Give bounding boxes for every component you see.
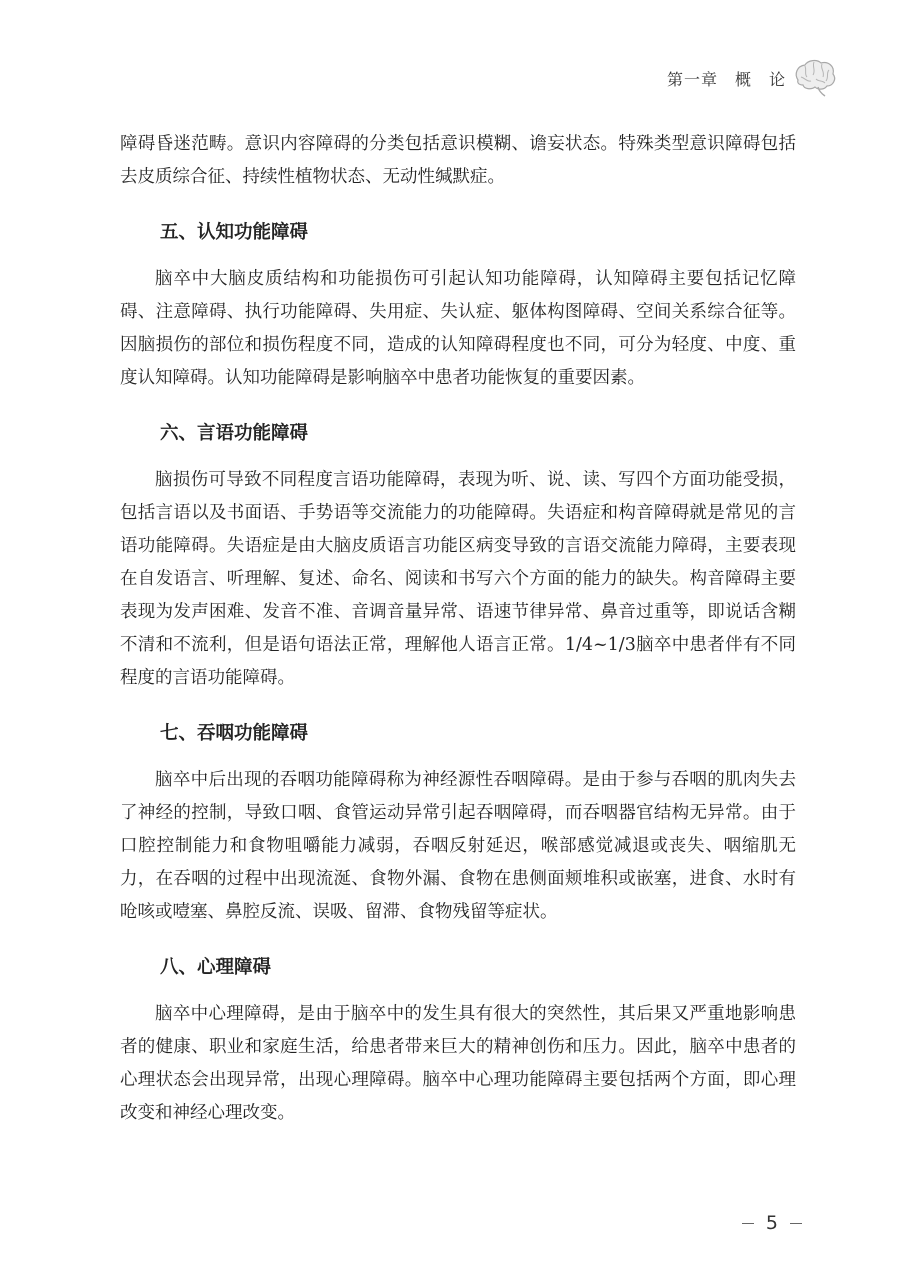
section-heading-6: 六、言语功能障碍 [160,423,309,444]
section-heading-7: 七、吞咽功能障碍 [160,723,309,744]
running-header [667,56,838,100]
chapter-title: 第一章 概 论 [666,69,786,89]
right-dash [790,1223,802,1224]
section-heading-5: 五、认知功能障碍 [160,222,309,243]
section-paragraph-7: 脑卒中后出现的吞咽功能障碍称为神经源性吞咽障碍。是由于参与吞咽的肌肉失去了神经的控制，导致口咽、食管运动异常引起吞咽障碍，而吞咽器官结构无异常。由于口腔控制能力和食物咀嚼能力减弱，吞咽反射延迟，喉部感觉减退或丧失、咽缩肌无力，在吞咽的过程中出现流涎、食物外漏、食物在患侧面颊堆积或嵌塞，进食、水时有呛咳或噎塞、鼻腔反流、误吸、留滞、食物残留等症状。 [120,770,796,922]
page-number: 5 [765,1212,778,1234]
section-paragraph-8: 脑卒中心理障碍，是由于脑卒中的发生具有很大的突然性，其后果又严重地影响患者的健康、职业和家庭生活，给患者带来巨大的精神创伤和压力。因此，脑卒中患者的心理状态会出现异常，出现心理障碍。脑卒中心理功能障碍主要包括两个方面，即心理改变和神经心理改变。 [120,1004,796,1123]
continued-paragraph: 障碍昏迷范畴。意识内容障碍的分类包括意识模糊、谵妄状态。特殊类型意识障碍包括去皮质综合征、持续性植物状态、无动性缄默症。 [120,134,796,187]
section-paragraph-6: 脑损伤可导致不同程度言语功能障碍，表现为听、说、读、写四个方面功能受损，包括言语以及书面语、手势语等交流能力的功能障碍。失语症和构音障碍就是常见的言语功能障碍。失语症是由大脑皮质语言功能区病变导致的言语交流能力障碍，主要表现在自发语言、听理解、复述、命名、阅读和书写六个方面的能力的缺失。构音障碍主要表现为发声困难、发音不准、音调音量异常、语速节律异常、鼻音过重等，即说话含糊不清和不流利，但是语句语法正常，理解他人语言正常。1/4~1/3脑卒中患者伴有不同程度的言语功能障碍。 [120,470,796,688]
brain-icon [792,58,838,98]
page-footer [742,1212,802,1234]
section-paragraph-5: 脑卒中大脑皮质结构和功能损伤可引起认知功能障碍，认知障碍主要包括记忆障碍、注意障碍、执行功能障碍、失用症、失认症、躯体构图障碍、空间关系综合征等。因脑损伤的部位和损伤程度不同，造成的认知障碍程度也不同，可分为轻度、中度、重度认知障碍。认知功能障碍是影响脑卒中患者功能恢复的重要因素。 [120,269,796,388]
page-body [120,128,796,1130]
section-heading-8: 八、心理障碍 [160,957,272,978]
left-dash [742,1223,754,1224]
